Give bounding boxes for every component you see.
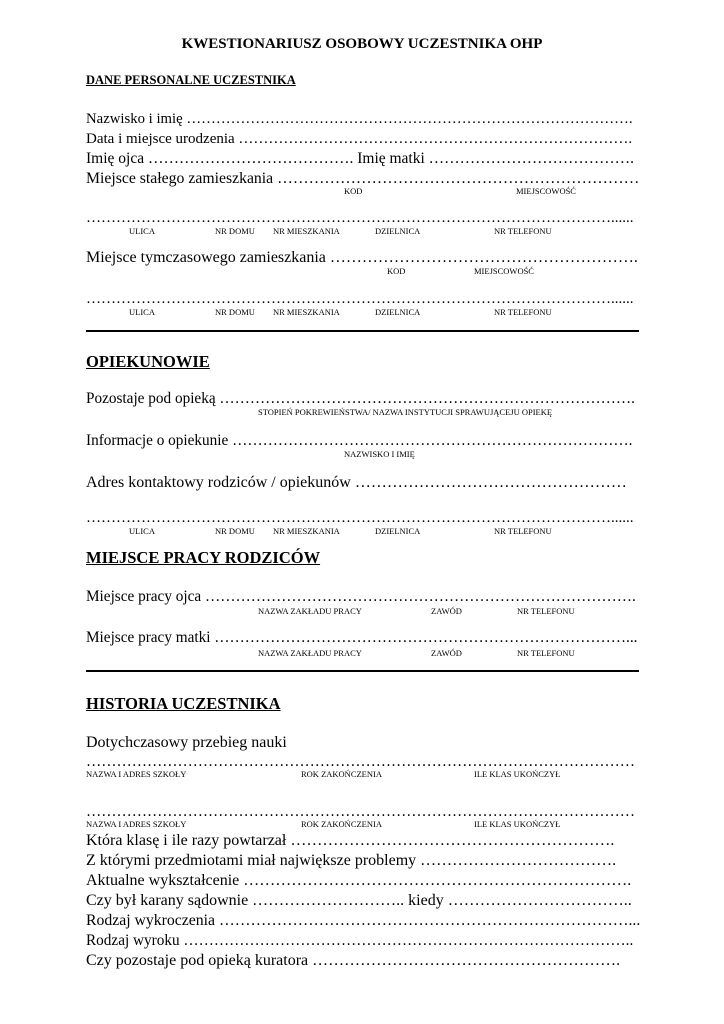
caption-ulica: ULICA (129, 526, 155, 536)
caption-zawod: ZAWÓD (431, 606, 462, 616)
caption-rok-zakonczenia: ROK ZAKOŃCZENIA (301, 769, 382, 779)
caption-nazwa-zakladu: NAZWA ZAKŁADU PRACY (258, 648, 362, 658)
temporary-address-field[interactable]: Miejsce tymczasowego zamieszkania …………………………………………………. (86, 249, 638, 266)
caption-zawod: ZAWÓD (431, 648, 462, 658)
caption-nr-domu: NR DOMU (215, 307, 255, 317)
court-record-field[interactable]: Czy był karany sądownie ……………………….. kiedy …………………………….. (86, 892, 632, 909)
father-work-field[interactable]: Miejsce pracy ojca …………………………………………………………………………. (86, 588, 636, 605)
caption-dzielnica: DZIELNICA (375, 226, 421, 236)
mother-work-field[interactable]: Miejsce pracy matki ………………………………………………………………………... (86, 629, 638, 646)
caption-nr-telefonu: NR TELEFONU (494, 307, 552, 317)
caption-kod: KOD (344, 186, 363, 196)
problem-subjects-field[interactable]: Z którymi przedmiotami miał największe problemy ………………………………. (86, 852, 617, 869)
caption-miejscowosc: MIEJSCOWOŚĆ (474, 266, 534, 276)
parents-work-heading: MIEJSCE PRACY RODZICÓW (86, 548, 321, 567)
caption-kod: KOD (387, 266, 406, 276)
caption-ile-klas: ILE KLAS UKOŃCZYŁ (474, 769, 561, 779)
caption-nr-mieszkania: NR MIESZKANIA (273, 307, 340, 317)
caption-dzielnica: DZIELNICA (375, 307, 421, 317)
document-title: KWESTIONARIUSZ OSOBOWY UCZESTNIKA OHP (181, 36, 543, 52)
caption-nazwisko-imie: NAZWISKO I IMIĘ (344, 449, 415, 459)
current-education-field[interactable]: Aktualne wykształcenie ………………………………………………………………. (86, 872, 632, 889)
guardian-info-field[interactable]: Informacje o opiekunie ……………………………………………………………………. (86, 432, 633, 449)
caption-nr-telefonu: NR TELEFONU (517, 606, 575, 616)
contact-address-street-field[interactable]: ……………………………………………………………………………………………...... (86, 510, 634, 526)
caption-miejscowosc: MIEJSCOWOŚĆ (516, 186, 576, 196)
caption-nr-telefonu: NR TELEFONU (494, 526, 552, 536)
temporary-address-street-field[interactable]: ……………………………………………………………………………………………...... (86, 291, 634, 307)
caption-nazwa-szkoly: NAZWA I ADRES SZKOŁY (86, 769, 187, 779)
caption-ile-klas: ILE KLAS UKOŃCZYŁ (474, 819, 561, 829)
sentence-type-field[interactable]: Rodzaj wyroku …………………………………………………………………………….. (86, 932, 634, 949)
guardianship-field[interactable]: Pozostaje pod opieką ………………………………………………………………………. (86, 390, 635, 407)
school-2-field[interactable]: ……………………………………………………………………………………………… (86, 803, 635, 820)
permanent-address-field[interactable]: Miejsce stałego zamieszkania …………………………………………………………… (86, 170, 640, 187)
offense-type-field[interactable]: Rodzaj wykroczenia ……………………………………………………………………... (86, 912, 641, 929)
caption-nazwa-szkoly: NAZWA I ADRES SZKOŁY (86, 819, 187, 829)
caption-ulica: ULICA (129, 307, 155, 317)
permanent-address-street-field[interactable]: ……………………………………………………………………………………………...... (86, 210, 634, 226)
guardians-heading: OPIEKUNOWIE (86, 352, 210, 371)
education-history-label: Dotychczasowy przebieg nauki (86, 734, 287, 751)
caption-dzielnica: DZIELNICA (375, 526, 421, 536)
birth-field[interactable]: Data i miejsce urodzenia ……………………………………………………………………. (86, 131, 633, 147)
caption-nr-mieszkania: NR MIESZKANIA (273, 226, 340, 236)
caption-nr-mieszkania: NR MIESZKANIA (273, 526, 340, 536)
history-heading: HISTORIA UCZESTNIKA (86, 694, 281, 713)
name-field[interactable]: Nazwisko i imię ………………………………………………………………………………. (86, 111, 633, 127)
school-1-field[interactable]: ……………………………………………………………………………………………… (86, 753, 635, 770)
caption-nr-domu: NR DOMU (215, 226, 255, 236)
parents-names-field[interactable]: Imię ojca …………………………………. Imię matki …………………………………. (86, 150, 635, 167)
caption-nr-telefonu: NR TELEFONU (517, 648, 575, 658)
personal-data-heading: DANE PERSONALNE UCZESTNIKA (86, 73, 296, 87)
repeated-class-field[interactable]: Która klasę i ile razy powtarzał ……………………………………………………. (86, 832, 615, 849)
caption-guardianship: STOPIEŃ POKREWIEŃSTWA/ NAZWA INSTYTUCJI SPRAWUJĄCEJU OPIEKĘ (258, 407, 553, 417)
caption-ulica: ULICA (129, 226, 155, 236)
probation-field[interactable]: Czy pozostaje pod opieką kuratora …………………………………………………. (86, 952, 621, 969)
contact-address-field[interactable]: Adres kontaktowy rodziców / opiekunów …………………………………………… (86, 474, 627, 491)
caption-nr-domu: NR DOMU (215, 526, 255, 536)
caption-nr-telefonu: NR TELEFONU (494, 226, 552, 236)
section-divider (86, 330, 639, 332)
caption-rok-zakonczenia: ROK ZAKOŃCZENIA (301, 819, 382, 829)
caption-nazwa-zakladu: NAZWA ZAKŁADU PRACY (258, 606, 362, 616)
section-divider (86, 670, 639, 672)
